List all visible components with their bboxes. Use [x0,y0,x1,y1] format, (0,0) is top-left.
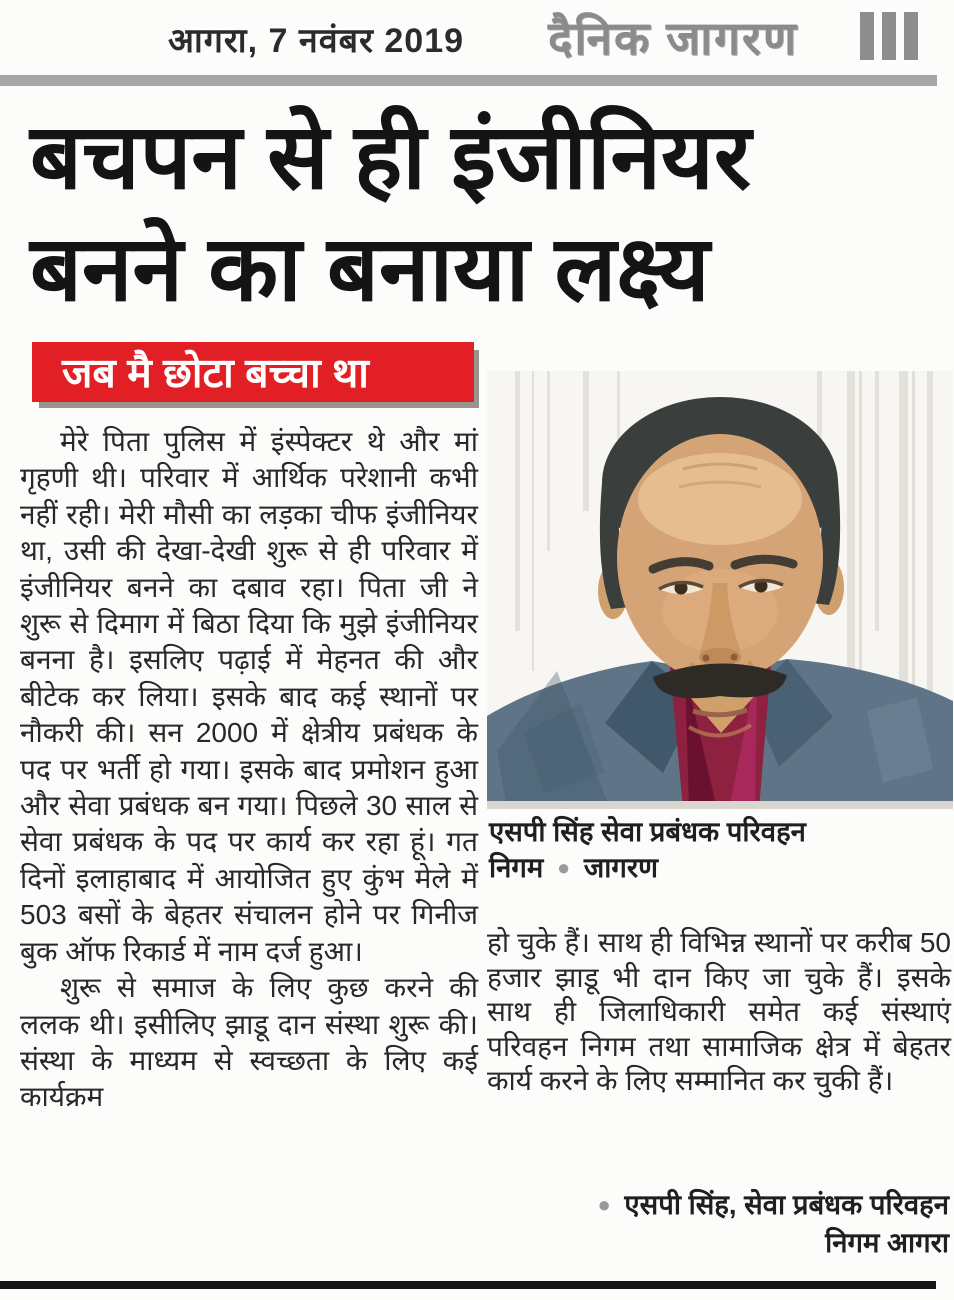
portrait-photo [487,371,953,809]
article-paragraph: हो चुके हैं। साथ ही विभिन्न स्थानों पर करीब 50 हजार झाडू भी दान किए जा चुके हैं। इसके साथ ही जिलाधिकारी समेत कई संस्थाएं परिवहन निगम तथा सामाजिक क्षेत्र में बेहतर कार्य करने के लिए सम्मानित कर चुकी हैं। [487,927,951,1097]
photo-caption [489,814,951,886]
attribution-line-2: निगम आगरा [825,1227,949,1258]
attribution-line-1 [487,1186,949,1224]
headline [30,102,751,326]
masthead-divider [0,75,937,86]
caption-line-1: एसपी सिंह सेवा प्रबंधक परिवहन [489,816,806,847]
article-left-column [20,424,478,1116]
caption-text: निगम [489,852,544,883]
kicker-text: जब मै छोटा बच्चा था [62,350,369,396]
attribution-bullet-icon: ● [597,1192,611,1217]
page-marker-bar-icon [860,12,874,60]
newspaper-logo: दैनिक जागरण [548,12,798,64]
caption-credit: जागरण [583,852,659,883]
masthead-date: आगरा, 7 नवंबर 2019 [168,22,465,60]
kicker-banner [32,342,474,402]
bottom-divider [0,1281,936,1289]
page-number-bars-icon [860,12,918,60]
attribution-text: एसपी सिंह, सेवा प्रबंधक परिवहन [624,1189,949,1220]
article-paragraph: शुरू से समाज के लिए कुछ करने की ललक थी। इसीलिए झाडू दान संस्था शुरू की। संस्था के माध्यम से स्वच्छता के लिए कई कार्यक्रम [20,972,478,1113]
headline-line-1: बचपन से ही इंजीनियर [30,107,752,208]
page-marker-bar-icon [882,12,896,60]
article-right-column [487,926,951,1099]
page-marker-bar-icon [904,12,918,60]
author-attribution [487,1186,949,1262]
article-paragraph: मेरे पिता पुलिस में इंस्पेक्टर थे और मां गृहणी थी। परिवार में आर्थिक परेशानी कभी नहीं रही। मेरी मौसी का लड़का चीफ इंजीनियर था, उसी की देखा-देखी शुरू से ही परिवार में इंजीनियर बनने का दबाव रहा। पिता जी ने शुरू से दिमाग में बिठा दिया कि मुझे इंजीनियर बनना है। इसलिए पढ़ाई में मेहनत की और बीटेक कर लिया। इसके बाद कई स्थानों पर नौकरी की। सन 2000 में क्षेत्रीय प्रबंधक के पद पर भर्ती हो गया। इसके बाद प्रमोशन हुआ और सेवा प्रबंधक बन गया। पिछले 30 साल से सेवा प्रबंधक के पद पर कार्य कर रहा हूं। गत दिनों इलाहाबाद में आयोजित हुए कुंभ मेले में 503 बसों के बेहतर संचालन होने पर गिनीज बुक ऑफ रिकार्ड में नाम दर्ज हुआ। [20,426,478,967]
caption-line-2 [489,850,951,886]
headline-line-2: बनने का बनाया लक्ष्य [30,219,710,320]
caption-bullet-icon: ● [556,855,571,880]
